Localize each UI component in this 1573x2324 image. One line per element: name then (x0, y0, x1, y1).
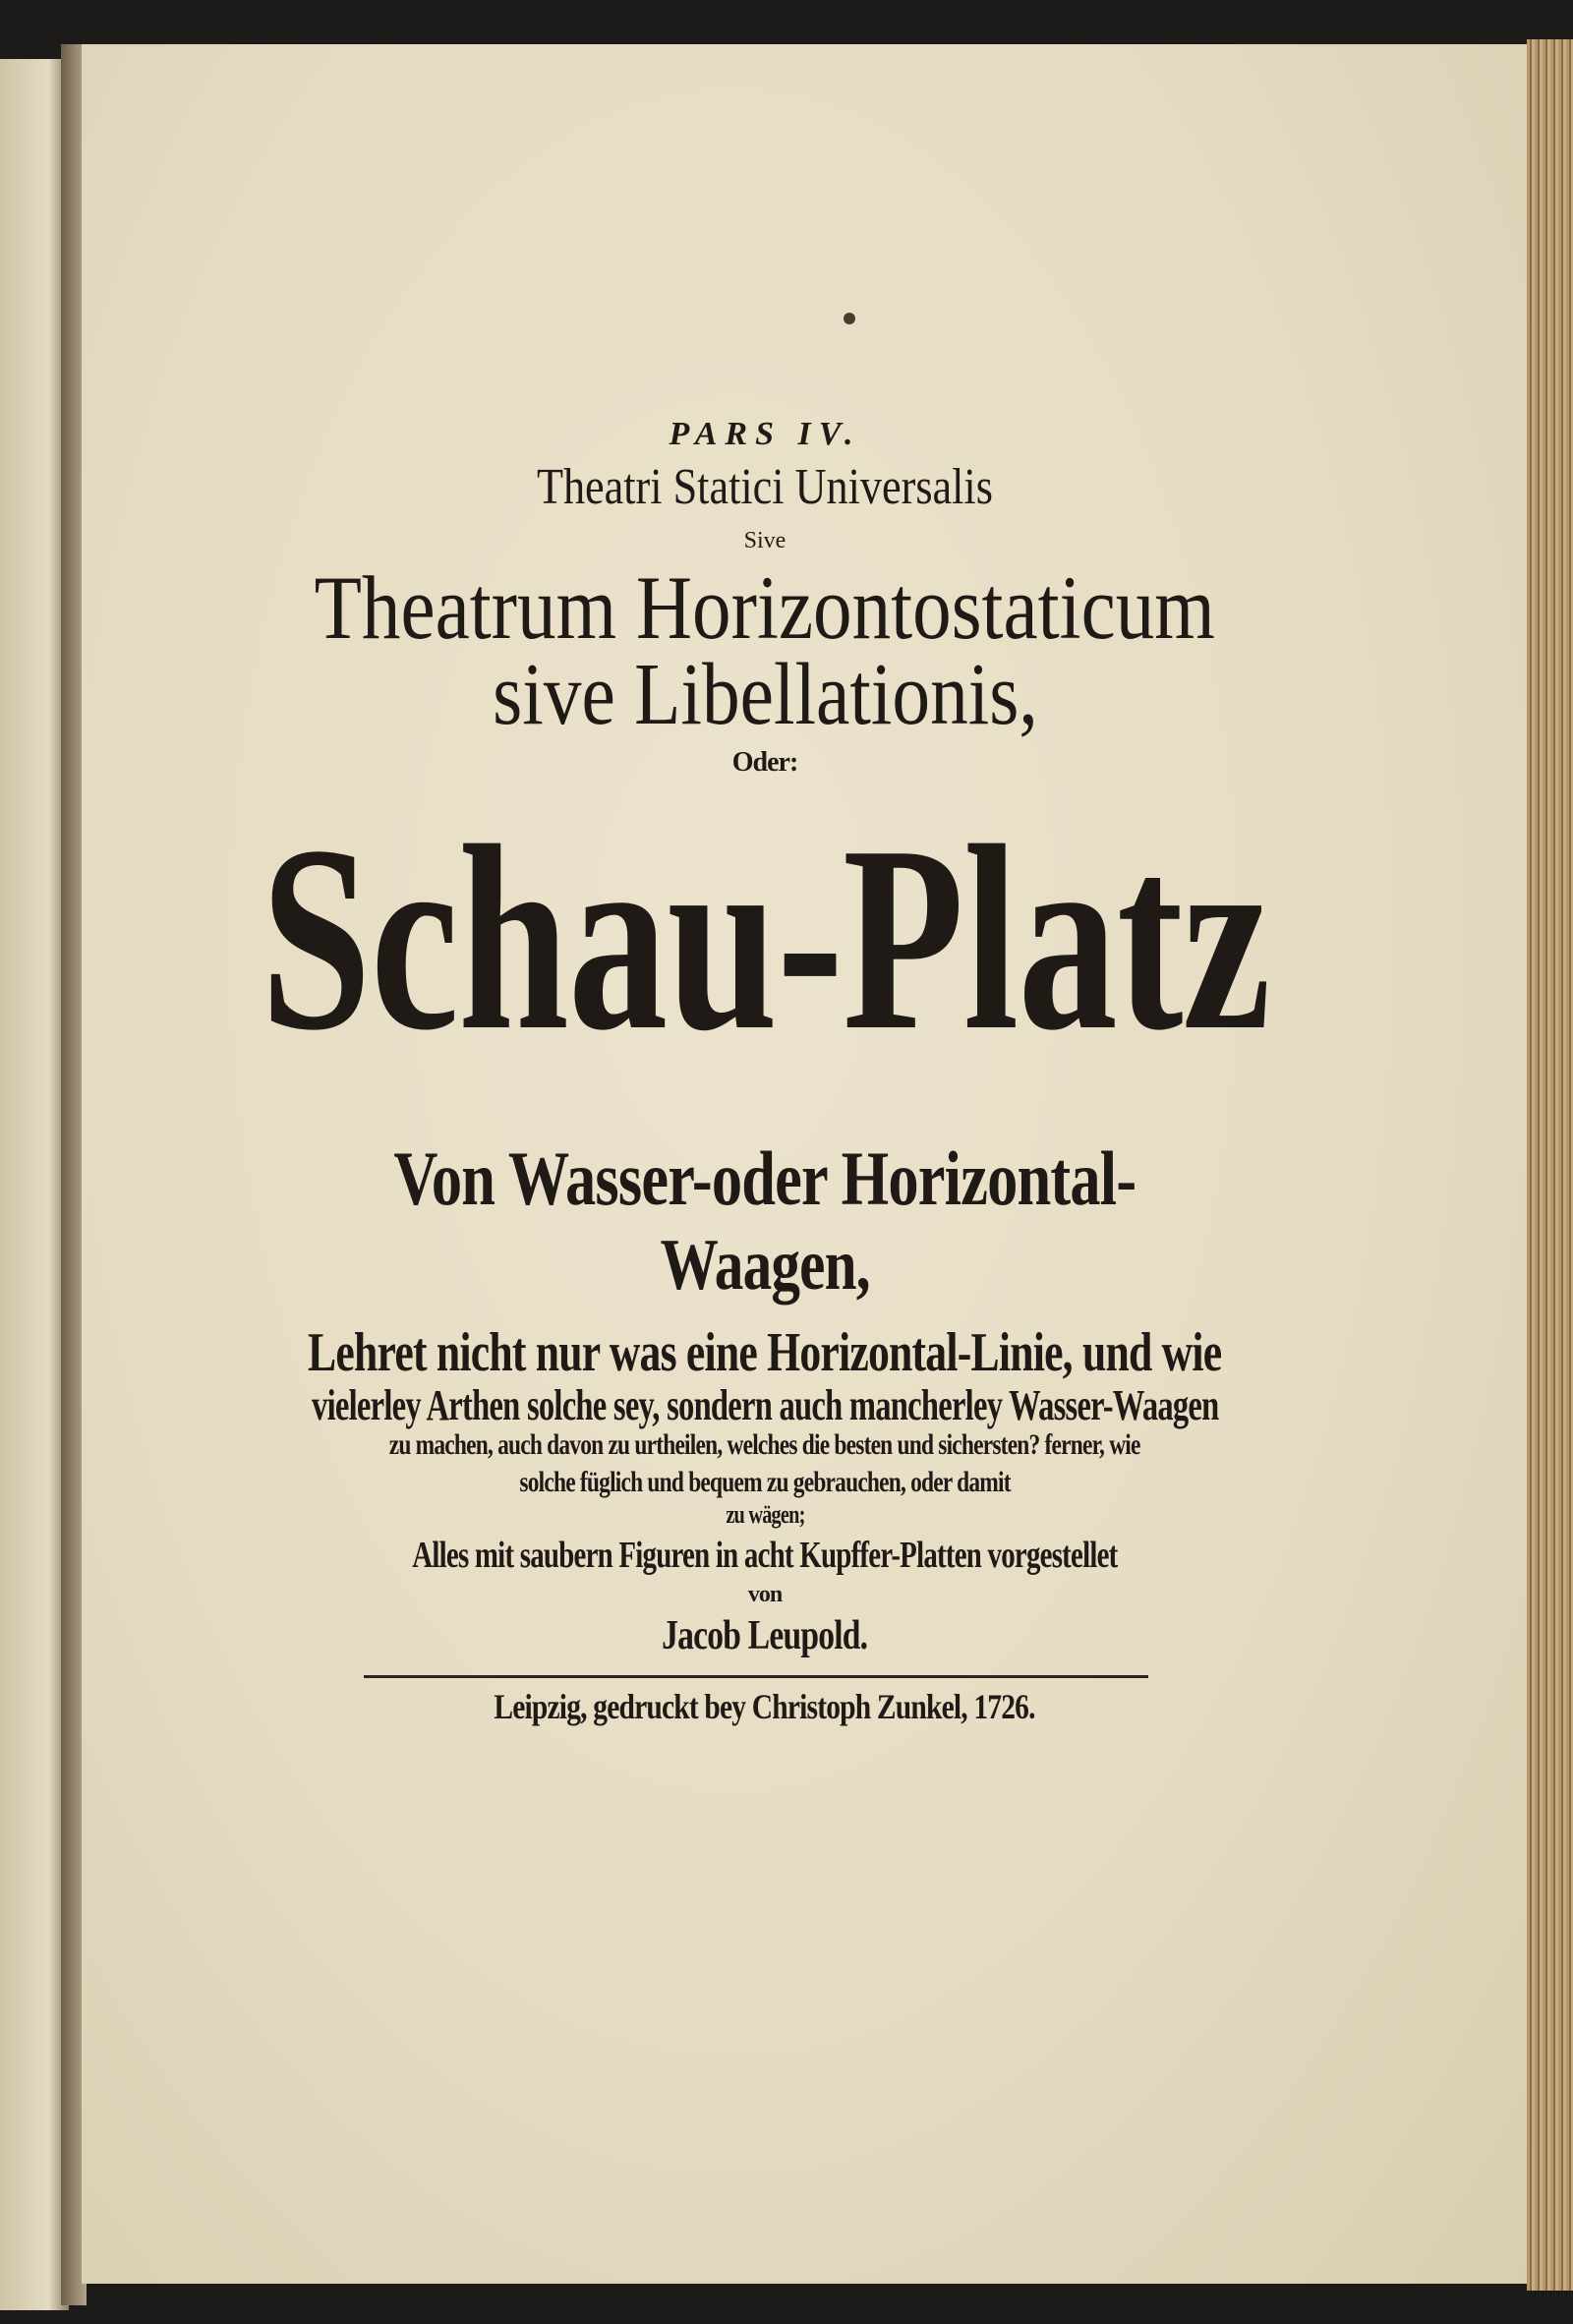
description-line-6-text: Alles mit saubern Figuren in acht Kupffer-Platten vorgestellet (412, 1535, 1118, 1576)
description-line-2-text: vielerley Arthen solche sey, sondern auch mancherley Wasser-Waagen (311, 1381, 1219, 1429)
description-line-3 (82, 1430, 1448, 1460)
main-title (82, 791, 1448, 1085)
left-page-edge (0, 59, 69, 2310)
page-stack-edge (1527, 39, 1573, 2291)
title-line-2 (82, 557, 1448, 658)
title-line-5 (82, 1225, 1448, 1306)
author (82, 1615, 1448, 1656)
title-line-4 (82, 1135, 1448, 1221)
title-line-3-text: sive Libellationis, (492, 646, 1038, 743)
description-line-4-text: solche füglich und bequem zu gebrauchen, oder damit (519, 1466, 1011, 1498)
title-line-4-text: Von Wasser-oder Horizontal- (393, 1135, 1136, 1221)
title-line-2-text: Theatrum Horizontostaticum (314, 557, 1216, 658)
description-line-5-text: zu wägen; (725, 1500, 805, 1529)
description-line-3-text: zu machen, auch davon zu urtheilen, welches die besten und sichersten? ferner, wie (389, 1428, 1140, 1461)
description-line-4 (82, 1468, 1448, 1497)
part-number: PARS IV. (669, 416, 861, 452)
oder: Oder: (731, 747, 798, 778)
divider-rule (364, 1675, 1148, 1678)
description-line-6 (82, 1537, 1448, 1574)
main-title-text: Schau-Platz (260, 791, 1270, 1085)
description-line-1-text: Lehret nicht nur was eine Horizontal-Linie, und wie (308, 1322, 1222, 1383)
imprint-text: Leipzig, gedruckt bey Christoph Zunkel, 1726. (494, 1687, 1036, 1726)
description-line-1 (82, 1322, 1448, 1383)
title-line-3 (82, 646, 1448, 743)
title-line-1-text: Theatri Statici Universalis (537, 459, 993, 515)
author-text: Jacob Leupold. (662, 1613, 868, 1658)
description-line-2 (82, 1381, 1448, 1429)
description-line-5 (82, 1502, 1448, 1528)
title-line-5-text: Waagen, (660, 1225, 870, 1306)
ink-spot (844, 313, 855, 324)
sive-1: Sive (743, 528, 786, 553)
title-line-1 (82, 459, 1448, 515)
imprint (82, 1689, 1448, 1724)
von: von (747, 1582, 783, 1607)
